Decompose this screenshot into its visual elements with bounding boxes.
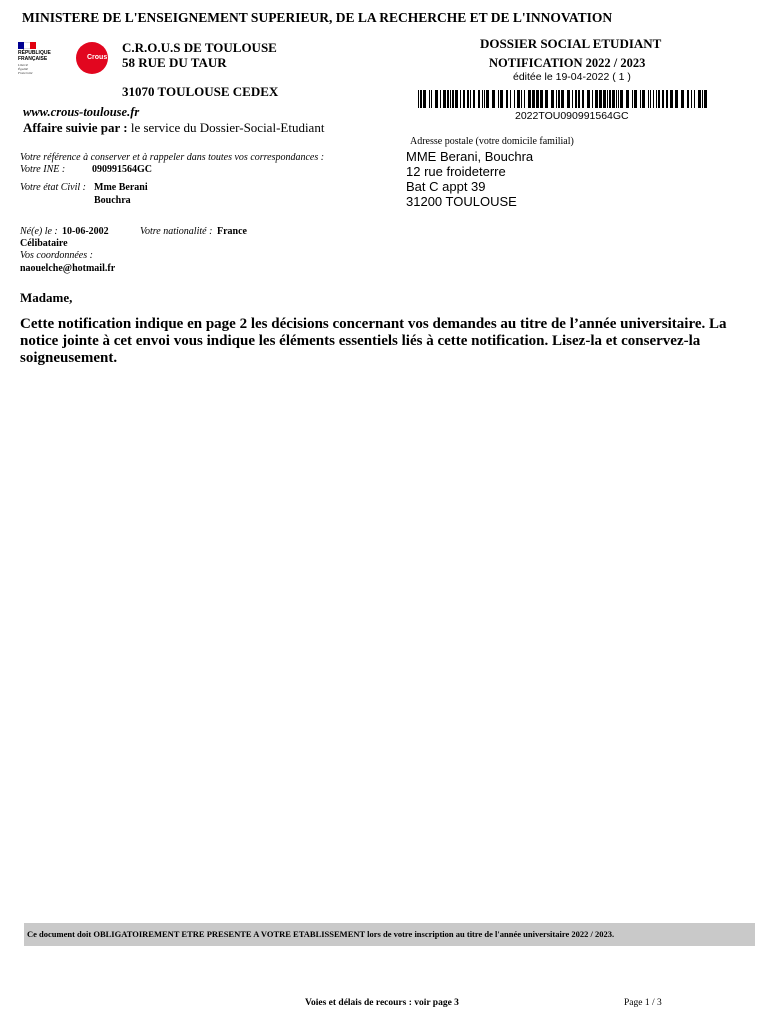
barcode-bar bbox=[609, 90, 611, 108]
barcode-bar bbox=[545, 90, 548, 108]
barcode-bar bbox=[634, 90, 637, 108]
barcode-bar bbox=[572, 90, 573, 108]
barcode-bar bbox=[418, 90, 419, 108]
barcode-bar bbox=[431, 90, 432, 108]
address-line: 31200 TOULOUSE bbox=[406, 194, 517, 209]
barcode-bar bbox=[648, 90, 649, 108]
barcode-bar bbox=[532, 90, 535, 108]
birthdate-label: Né(e) le : bbox=[20, 226, 58, 237]
page-number: Page 1 / 3 bbox=[624, 998, 662, 1008]
barcode-bar bbox=[506, 90, 508, 108]
barcode-bar bbox=[670, 90, 673, 108]
affaire-label: Affaire suivie par : bbox=[23, 120, 128, 135]
barcode-bar bbox=[681, 90, 684, 108]
barcode-bar bbox=[510, 90, 511, 108]
barcode-bar bbox=[551, 90, 554, 108]
barcode-bar bbox=[653, 90, 654, 108]
barcode-bar bbox=[556, 90, 557, 108]
ministry-heading: MINISTERE DE L'ENSEIGNEMENT SUPERIEUR, DE LA RECHERCHE ET DE L'INNOVATION bbox=[22, 10, 613, 25]
ine-label: Votre INE : bbox=[20, 164, 66, 175]
republique-francaise-logo bbox=[18, 42, 62, 76]
barcode-number: 2022TOU090991564GC bbox=[515, 110, 629, 122]
barcode-bar bbox=[514, 90, 515, 108]
barcode-bar bbox=[452, 90, 454, 108]
address-line: MME Berani, Bouchra bbox=[406, 149, 534, 164]
barcode-bar bbox=[447, 90, 449, 108]
barcode-bar bbox=[429, 90, 430, 108]
civil-status-label: Votre état Civil : bbox=[20, 182, 87, 193]
civil-status-name: Mme Berani bbox=[94, 182, 148, 193]
barcode-bar bbox=[484, 90, 485, 108]
barcode-bar bbox=[500, 90, 503, 108]
barcode-bar bbox=[521, 90, 522, 108]
email-address: naouelche@hotmail.fr bbox=[20, 263, 116, 274]
barcode-bar bbox=[536, 90, 539, 108]
barcode-image bbox=[418, 90, 708, 108]
barcode-bar bbox=[492, 90, 495, 108]
barcode-bar bbox=[618, 90, 619, 108]
barcode-bar bbox=[592, 90, 593, 108]
recourse-note: Voies et délais de recours : voir page 3 bbox=[305, 998, 459, 1008]
barcode-bar bbox=[482, 90, 483, 108]
republic-name-line2: FRANÇAISE bbox=[18, 55, 48, 62]
barcode-bar bbox=[561, 90, 564, 108]
letter-body: Cette notification indique en page 2 les décisions concernant vos demandes au titre de l’année universitaire. La notice jointe à cet envoi vous indique les éléments essentiels liés à cette notification. Lisez-la et conservez-la soigneusement. bbox=[20, 316, 727, 366]
barcode-bar bbox=[524, 90, 525, 108]
barcode-bar bbox=[567, 90, 570, 108]
barcode-bar bbox=[599, 90, 602, 108]
nationality-label: Votre nationalité : bbox=[140, 226, 213, 237]
dossier-title: DOSSIER SOCIAL ETUDIANT bbox=[480, 36, 662, 51]
barcode-bar bbox=[616, 90, 617, 108]
postal-address-label: Adresse postale (votre domicile familial) bbox=[410, 136, 574, 147]
barcode-bar bbox=[455, 90, 458, 108]
edition-date: éditée le 19-04-2022 ( 1 ) bbox=[513, 71, 631, 83]
barcode-bar bbox=[528, 90, 531, 108]
republic-motto bbox=[18, 63, 32, 75]
republic-name bbox=[18, 51, 51, 62]
barcode-bar bbox=[662, 90, 664, 108]
barcode-bar bbox=[582, 90, 584, 108]
barcode-bar bbox=[642, 90, 645, 108]
barcode-bar bbox=[603, 90, 606, 108]
coordinates-label: Vos coordonnées : bbox=[20, 250, 93, 261]
sender-city: 31070 TOULOUSE CEDEX bbox=[122, 84, 279, 99]
french-flag-icon bbox=[18, 42, 36, 49]
barcode-bar bbox=[698, 90, 701, 108]
address-line: Bat C appt 39 bbox=[406, 179, 486, 194]
barcode-bar bbox=[587, 90, 590, 108]
barcode-bar bbox=[486, 90, 489, 108]
ine-value: 090991564GC bbox=[92, 164, 152, 175]
crous-logo bbox=[76, 42, 108, 74]
address-line: 12 rue froideterre bbox=[406, 164, 506, 179]
barcode-bar bbox=[658, 90, 660, 108]
barcode-bar bbox=[702, 90, 703, 108]
barcode-bar bbox=[463, 90, 465, 108]
footer-banner-text: Ce document doit OBLIGATOIREMENT ETRE PRESENTE A VOTRE ETABLISSEMENT lors de votre inscription au titre de l'année universitaire 2022 / 2023. bbox=[27, 929, 615, 939]
barcode-bar bbox=[656, 90, 657, 108]
sender-name: C.R.O.U.S DE TOULOUSE bbox=[122, 40, 277, 55]
barcode-bar bbox=[704, 90, 707, 108]
barcode-bar bbox=[540, 90, 543, 108]
marital-status: Célibataire bbox=[20, 238, 68, 249]
barcode-bar bbox=[423, 90, 426, 108]
sender-street: 58 RUE DU TAUR bbox=[122, 55, 227, 70]
barcode-bar bbox=[440, 90, 441, 108]
barcode-bar bbox=[473, 90, 475, 108]
barcode-bar bbox=[478, 90, 480, 108]
barcode-bar bbox=[691, 90, 692, 108]
barcode-bar bbox=[575, 90, 577, 108]
barcode-bar bbox=[632, 90, 633, 108]
barcode-bar bbox=[626, 90, 629, 108]
barcode-bar bbox=[687, 90, 689, 108]
barcode-bar bbox=[420, 90, 422, 108]
barcode-bar bbox=[694, 90, 695, 108]
barcode-bar bbox=[612, 90, 615, 108]
barcode-bar bbox=[595, 90, 598, 108]
barcode-bar bbox=[650, 90, 651, 108]
reference-note: Votre référence à conserver et à rappeler dans toutes vos correspondances : bbox=[20, 152, 325, 163]
barcode-bar bbox=[666, 90, 668, 108]
motto-line: Liberté bbox=[18, 63, 29, 67]
barcode-bar bbox=[450, 90, 451, 108]
barcode-bar bbox=[460, 90, 461, 108]
barcode-bar bbox=[620, 90, 623, 108]
salutation: Madame, bbox=[20, 290, 73, 305]
barcode-bar bbox=[435, 90, 438, 108]
barcode-bar bbox=[578, 90, 580, 108]
motto-line: Fraternité bbox=[18, 71, 33, 75]
affaire-line bbox=[23, 120, 324, 136]
affaire-value: le service du Dossier-Social-Etudiant bbox=[130, 120, 325, 135]
barcode-bar bbox=[443, 90, 446, 108]
crous-logo-text: Crous bbox=[87, 54, 108, 61]
republic-name-line1: RÉPUBLIQUE bbox=[18, 50, 51, 56]
barcode-bar bbox=[470, 90, 471, 108]
barcode-bar bbox=[517, 90, 520, 108]
barcode-bar bbox=[640, 90, 641, 108]
motto-line: Égalité bbox=[18, 67, 29, 71]
notification-title: NOTIFICATION 2022 / 2023 bbox=[489, 56, 646, 70]
birthdate-value: 10-06-2002 bbox=[62, 226, 109, 237]
barcode-bar bbox=[558, 90, 560, 108]
barcode-bar bbox=[607, 90, 608, 108]
barcode-bar bbox=[467, 90, 469, 108]
civil-status-firstname: Bouchra bbox=[94, 195, 131, 206]
barcode-bar bbox=[498, 90, 499, 108]
barcode-bar bbox=[675, 90, 678, 108]
nationality-value: France bbox=[217, 226, 247, 237]
website-link[interactable]: www.crous-toulouse.fr bbox=[23, 105, 140, 119]
